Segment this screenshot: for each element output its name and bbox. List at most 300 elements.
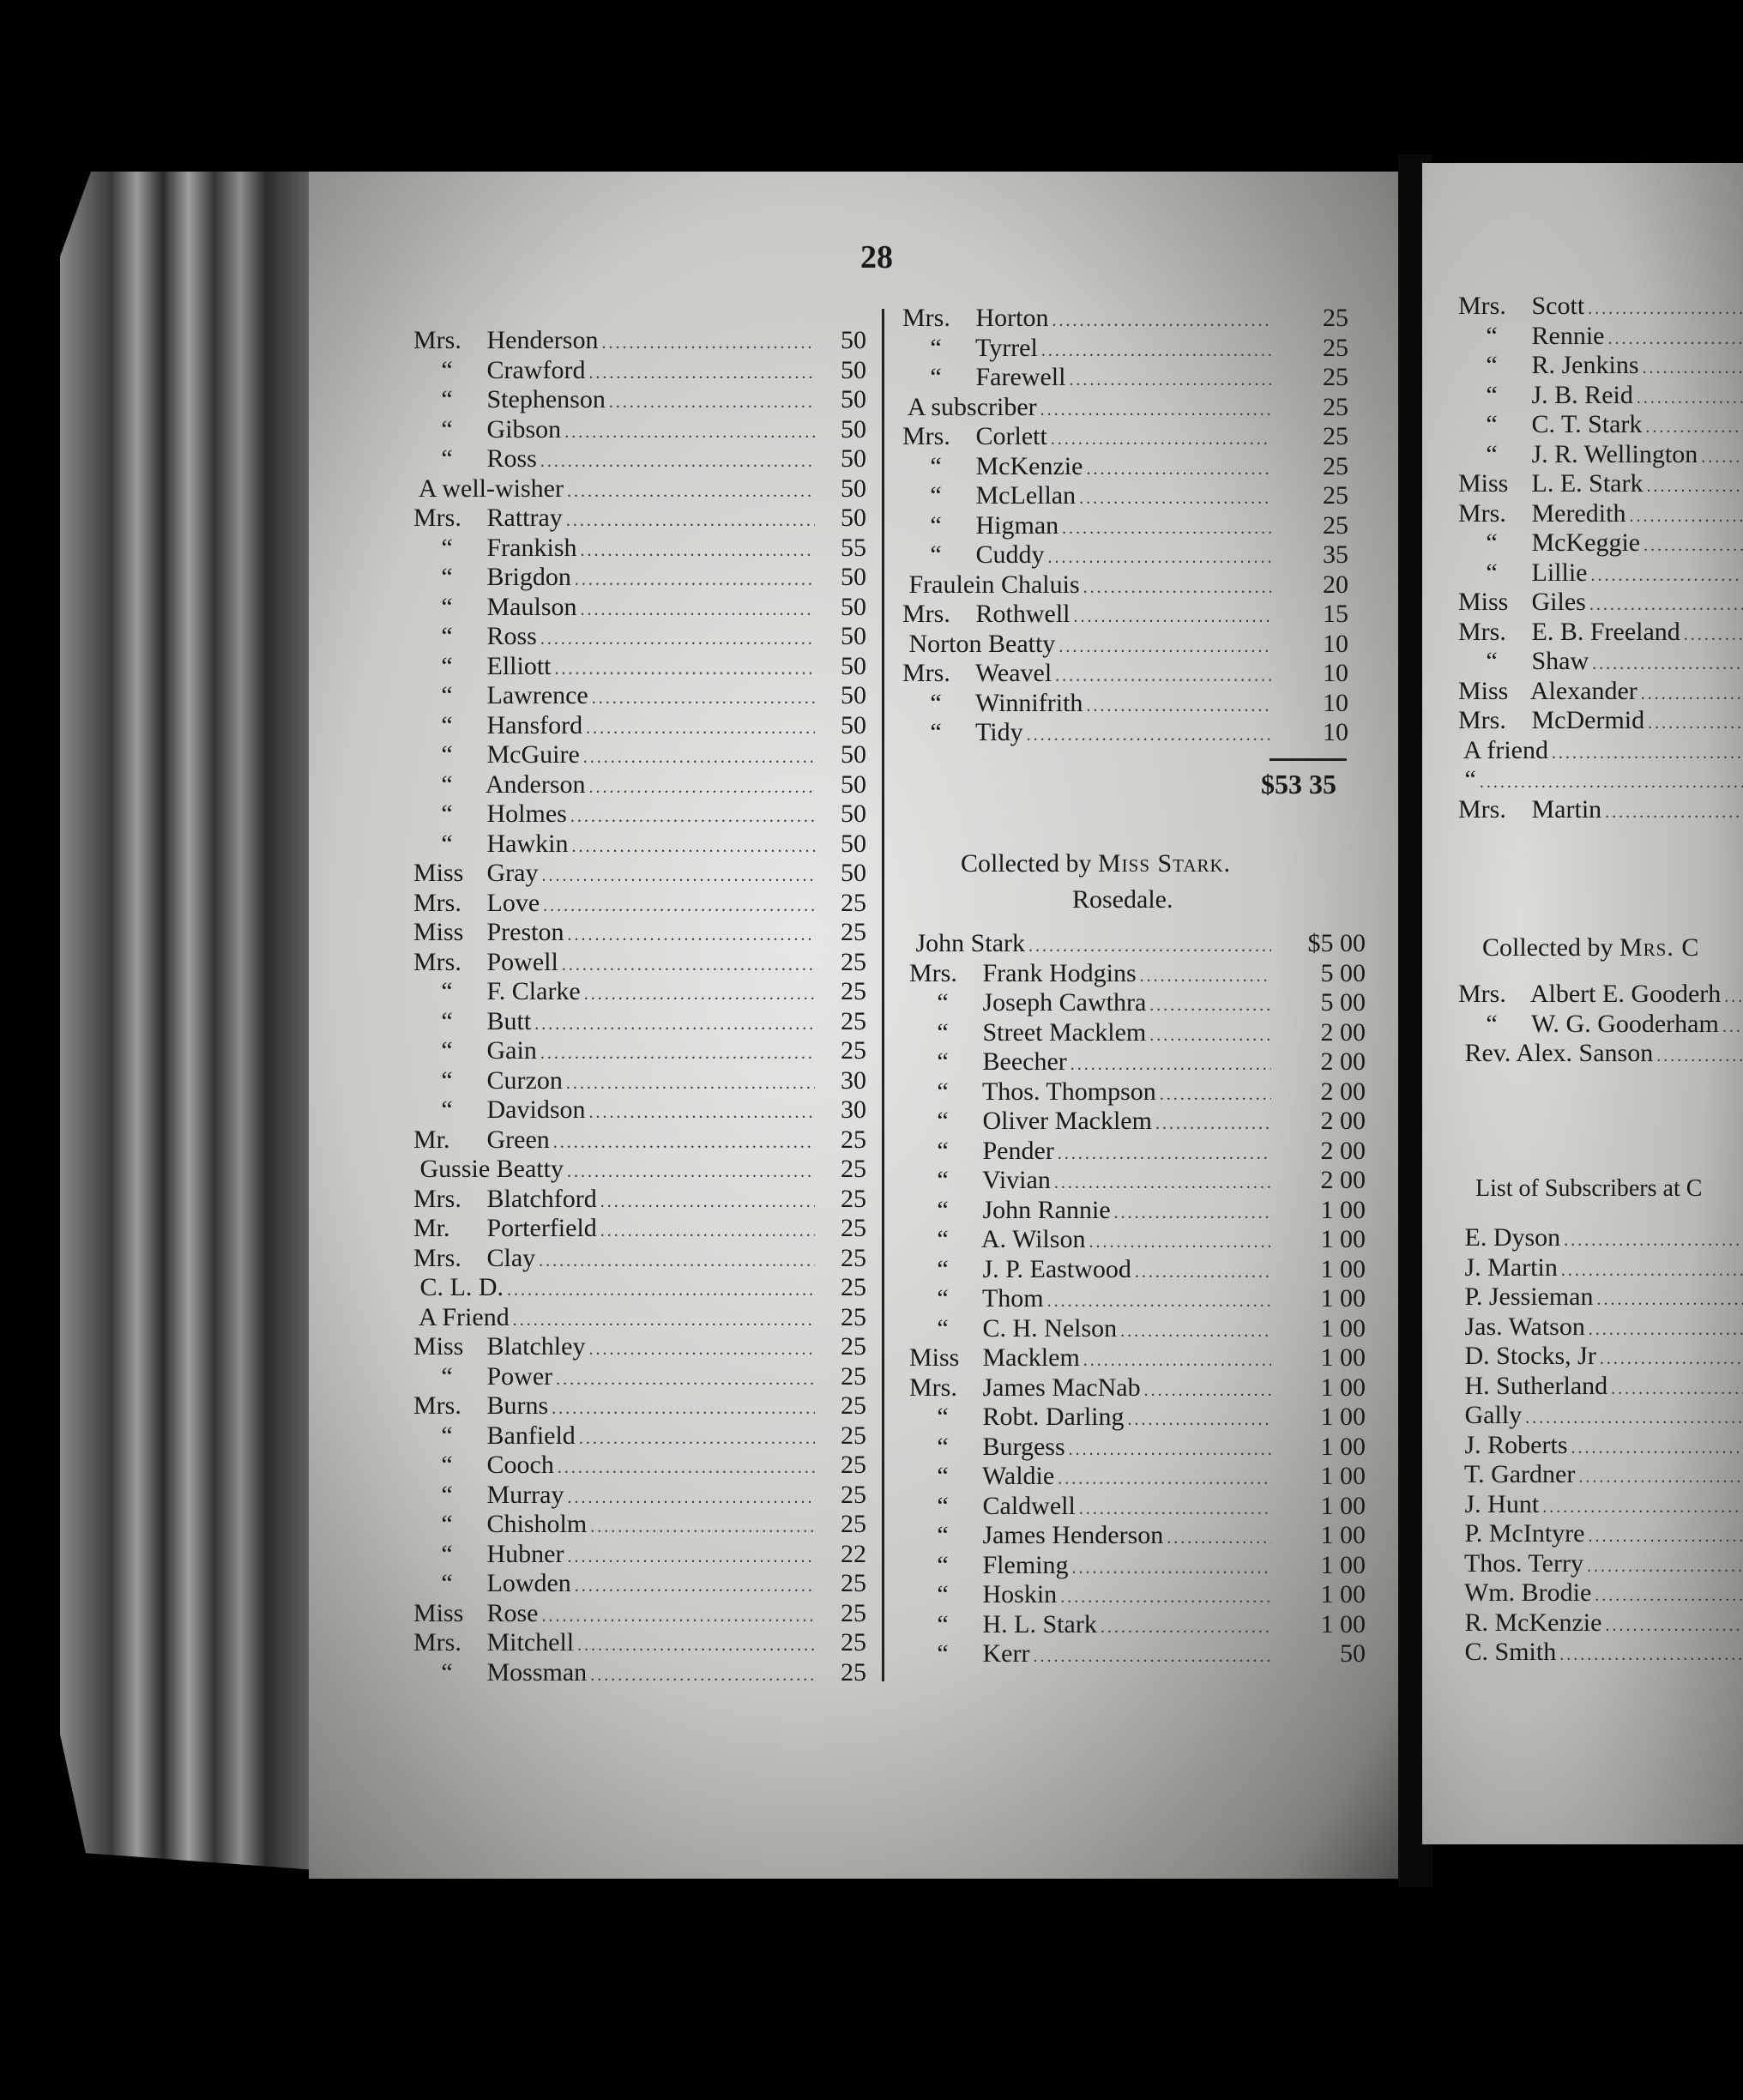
subscriber-name xyxy=(1458,1282,1594,1312)
name-text: Gally xyxy=(1464,1401,1523,1429)
name-text: Beecher xyxy=(982,1047,1067,1076)
name-text: Fleming xyxy=(982,1550,1069,1579)
name-prefix: “ xyxy=(937,1166,949,1194)
subscriber-name xyxy=(413,1569,571,1598)
dot-leader xyxy=(1522,1409,1743,1428)
name-prefix: Mrs. xyxy=(909,1373,957,1402)
list-item xyxy=(1458,528,1743,558)
subscriber-name xyxy=(1458,1253,1558,1282)
subscriber-name xyxy=(909,1047,1067,1077)
amount: 25 xyxy=(841,1451,866,1479)
name-prefix: Miss xyxy=(413,1598,464,1627)
dot-leader xyxy=(1069,1559,1271,1578)
list-item xyxy=(413,1391,866,1421)
subscriber-name xyxy=(1458,1401,1522,1430)
dot-leader xyxy=(586,778,815,798)
subscriber-name xyxy=(909,1403,1125,1432)
dot-leader xyxy=(571,570,815,590)
list-item xyxy=(413,1421,866,1451)
list-item xyxy=(909,1492,1366,1522)
amount: 1 00 xyxy=(1320,1550,1366,1579)
name-text: H. L. Stark xyxy=(982,1609,1097,1638)
amount: 25 xyxy=(841,1628,866,1656)
name-text: Tidy xyxy=(974,718,1023,746)
subscriber-name xyxy=(1458,1578,1591,1608)
dot-leader xyxy=(1065,1440,1271,1460)
amount: 1 00 xyxy=(1320,1432,1366,1461)
amount: 25 xyxy=(841,1036,866,1065)
list-item xyxy=(413,1185,866,1215)
list-item xyxy=(902,718,1348,748)
subscriber-name xyxy=(413,770,586,800)
name-prefix: “ xyxy=(441,1421,453,1450)
name-text: J. Hunt xyxy=(1464,1489,1540,1518)
dot-leader xyxy=(1721,987,1743,1007)
amount: 1 00 xyxy=(1320,1313,1366,1343)
dot-leader xyxy=(1037,401,1271,420)
name-prefix: “ xyxy=(1486,410,1498,438)
name-text: James MacNab xyxy=(982,1373,1141,1402)
subscriber-name xyxy=(413,1451,554,1480)
name-text: Joseph Cawthra xyxy=(982,988,1147,1017)
amount: 25 xyxy=(841,1125,866,1154)
subscriber-name xyxy=(909,1284,1044,1313)
list-item xyxy=(1458,765,1743,795)
list-item xyxy=(413,622,866,652)
dot-leader xyxy=(1137,967,1271,987)
list-item xyxy=(902,452,1348,482)
subscriber-name xyxy=(413,711,582,740)
name-text: John Rannie xyxy=(982,1195,1111,1224)
list-item xyxy=(909,1077,1366,1107)
amount: 25 xyxy=(841,888,866,917)
dot-leader xyxy=(1644,714,1743,733)
list-item xyxy=(1458,647,1743,677)
name-text: Oliver Macklem xyxy=(982,1107,1152,1135)
dot-leader xyxy=(1596,1349,1743,1369)
dot-leader xyxy=(1589,655,1743,674)
name-text: Gibson xyxy=(486,414,562,444)
subscriber-list-column-1 xyxy=(413,326,866,1687)
list-item xyxy=(1458,499,1743,529)
amount: 50 xyxy=(841,504,866,532)
name-text: James Henderson xyxy=(982,1521,1164,1549)
list-item xyxy=(413,1125,866,1156)
dot-leader xyxy=(1146,996,1271,1016)
name-text: Love xyxy=(486,888,540,917)
subscriber-name xyxy=(413,1007,531,1036)
dot-leader xyxy=(1639,359,1743,378)
name-text: A Friend xyxy=(418,1302,510,1331)
name-prefix: “ xyxy=(937,988,949,1017)
amount: 25 xyxy=(841,1510,866,1538)
name-text: Vivian xyxy=(981,1166,1051,1194)
subscriber-name xyxy=(413,1599,539,1628)
subscriber-name xyxy=(1458,677,1637,706)
name-text: Elliott xyxy=(486,651,552,680)
dot-leader xyxy=(1067,1055,1271,1075)
name-prefix: “ xyxy=(937,1077,949,1106)
dot-leader xyxy=(1141,1381,1271,1401)
name-prefix: “ xyxy=(930,363,942,391)
name-text: Henderson xyxy=(486,326,599,354)
name-prefix: Mrs. xyxy=(902,600,950,628)
name-text: Wm. Brodie xyxy=(1463,1578,1592,1607)
list-item xyxy=(909,1343,1366,1373)
dot-leader xyxy=(1586,595,1743,615)
dot-leader xyxy=(1057,1588,1271,1608)
subscriber-name xyxy=(413,622,537,651)
dot-leader xyxy=(563,1074,815,1094)
subscriber-name xyxy=(1458,1638,1556,1667)
name-prefix: “ xyxy=(441,769,453,799)
list-item xyxy=(902,511,1348,541)
subscriber-name xyxy=(909,1521,1163,1550)
amount: 50 xyxy=(841,769,866,799)
subscriber-name xyxy=(1458,469,1643,498)
dot-leader xyxy=(552,1370,815,1390)
name-text: F. Clarke xyxy=(486,977,581,1005)
name-text: Alexander xyxy=(1529,676,1637,705)
subscriber-name xyxy=(1458,1460,1575,1489)
amount: 25 xyxy=(841,1598,866,1627)
list-item xyxy=(1458,381,1743,411)
name-prefix: “ xyxy=(441,710,453,739)
dot-leader xyxy=(558,956,815,975)
dot-leader xyxy=(1117,1322,1271,1342)
list-item xyxy=(1458,1223,1743,1253)
dot-leader xyxy=(580,748,815,768)
list-item xyxy=(902,363,1348,393)
list-item xyxy=(909,1462,1366,1492)
list-item xyxy=(1458,1342,1743,1372)
list-item xyxy=(413,534,866,564)
name-text: Gain xyxy=(486,1036,537,1065)
subscriber-name xyxy=(1458,410,1642,439)
subscriber-name xyxy=(1458,618,1680,647)
amount: 25 xyxy=(1323,481,1348,510)
name-text: Pender xyxy=(982,1136,1054,1165)
amount: 25 xyxy=(841,1214,866,1242)
amount: 25 xyxy=(1323,451,1348,480)
name-text: Hoskin xyxy=(982,1580,1058,1608)
subscriber-name xyxy=(909,1255,1131,1284)
subscriber-name xyxy=(413,326,598,355)
name-prefix: “ xyxy=(441,563,453,591)
list-item xyxy=(413,830,866,860)
name-text: Frank Hodgins xyxy=(982,958,1137,987)
name-text: Weavel xyxy=(974,659,1052,687)
stark-collection-heading xyxy=(961,849,1231,878)
dot-leader xyxy=(1076,1500,1271,1519)
name-prefix: “ xyxy=(937,1284,949,1312)
amount: 1 00 xyxy=(1320,1284,1366,1312)
dot-leader xyxy=(1080,1351,1271,1371)
list-item xyxy=(413,1303,866,1333)
name-text: Anderson xyxy=(485,769,586,799)
name-prefix: “ xyxy=(1486,321,1498,350)
subscriber-name xyxy=(413,681,588,710)
book-page-edges xyxy=(60,172,317,1870)
name-prefix: “ xyxy=(937,1521,949,1549)
name-prefix: “ xyxy=(937,1432,949,1461)
name-prefix: Mrs. xyxy=(1458,794,1506,824)
amount: 1 00 xyxy=(1320,1462,1366,1490)
list-item xyxy=(909,959,1366,989)
name-text: E. Dyson xyxy=(1464,1223,1561,1252)
name-text: C. T. Stark xyxy=(1531,410,1643,438)
list-item xyxy=(413,889,866,919)
dot-leader xyxy=(1038,341,1271,361)
list-item xyxy=(413,444,866,474)
name-text: Rev. Alex. Sanson xyxy=(1464,1039,1654,1067)
name-text: Murray xyxy=(486,1480,564,1509)
name-text: L. E. Stark xyxy=(1531,469,1643,498)
name-text: Lillie xyxy=(1531,558,1588,587)
dot-leader xyxy=(1640,536,1743,556)
name-text: Chisholm xyxy=(486,1510,588,1538)
name-text: McDermid xyxy=(1531,706,1645,734)
total-rule xyxy=(1270,758,1347,761)
list-item xyxy=(413,1036,866,1066)
amount: 50 xyxy=(841,385,866,413)
subscriber-name xyxy=(413,1214,597,1243)
list-item xyxy=(902,393,1348,423)
name-prefix: “ xyxy=(937,1313,949,1343)
dot-leader xyxy=(504,1281,815,1300)
amount: 1 00 xyxy=(1320,1403,1366,1431)
name-prefix: “ xyxy=(937,1017,949,1047)
amount: 50 xyxy=(841,622,866,650)
amount: 10 xyxy=(1323,659,1348,687)
list-item xyxy=(902,659,1348,689)
subscriber-name xyxy=(902,718,1023,747)
list-item xyxy=(1458,1578,1743,1608)
name-prefix: “ xyxy=(1486,439,1498,468)
list-item xyxy=(413,1244,866,1274)
name-prefix: Miss xyxy=(1458,676,1509,705)
subscriber-name xyxy=(1458,795,1601,824)
name-text: C. L. D. xyxy=(419,1273,504,1301)
name-text: Scott xyxy=(1531,292,1585,320)
subscriber-name xyxy=(902,689,1083,718)
name-prefix: Mrs. xyxy=(413,504,461,532)
subscriber-name xyxy=(1458,1608,1601,1638)
dot-leader xyxy=(564,1488,815,1508)
name-text: Street Macklem xyxy=(982,1017,1147,1047)
list-item xyxy=(413,563,866,593)
list-item xyxy=(909,929,1366,959)
name-prefix: “ xyxy=(937,1047,949,1076)
amount: 25 xyxy=(841,977,866,1005)
subscriber-name xyxy=(902,363,1065,392)
dot-leader xyxy=(606,393,815,413)
dot-leader xyxy=(598,334,815,353)
amount: 50 xyxy=(841,592,866,621)
amount: 25 xyxy=(841,1361,866,1391)
subscriber-list-column-2 xyxy=(902,304,1348,748)
page-number: 28 xyxy=(860,239,893,275)
name-text: Lawrence xyxy=(486,681,588,709)
amount: 1 00 xyxy=(1320,1521,1366,1549)
list-item xyxy=(902,570,1348,600)
dot-leader xyxy=(538,866,815,886)
subscriber-name xyxy=(1458,558,1587,588)
subscriber-name xyxy=(909,1196,1111,1225)
amount: 25 xyxy=(841,1421,866,1450)
subscriber-name xyxy=(413,563,571,592)
dot-leader xyxy=(1633,389,1743,408)
dot-leader xyxy=(597,1222,815,1241)
dot-leader xyxy=(552,660,816,679)
subscriber-name xyxy=(909,1462,1054,1491)
dot-leader xyxy=(1051,1174,1271,1193)
name-text: Gray xyxy=(486,859,539,887)
name-prefix: Mr. xyxy=(413,1214,450,1242)
subscriber-name xyxy=(413,1658,587,1687)
dot-leader xyxy=(1146,1026,1271,1046)
dot-leader xyxy=(1029,1647,1271,1667)
list-item xyxy=(413,948,866,978)
subscriber-name xyxy=(909,1373,1141,1403)
subscriber-name xyxy=(413,800,567,829)
name-prefix: Miss xyxy=(413,859,464,887)
dot-leader xyxy=(582,719,815,739)
dot-leader xyxy=(1076,489,1271,509)
name-prefix: Mrs. xyxy=(413,947,461,976)
stark-subscriber-list xyxy=(909,929,1366,1669)
amount: 10 xyxy=(1323,718,1348,746)
list-item xyxy=(1458,1253,1743,1283)
dot-leader xyxy=(1055,637,1271,657)
name-text: Porterfield xyxy=(486,1214,597,1242)
name-text: Holmes xyxy=(486,800,567,828)
subscriber-name xyxy=(1458,1039,1653,1068)
name-prefix: “ xyxy=(930,718,942,746)
name-text: Rennie xyxy=(1531,321,1605,350)
dot-leader xyxy=(587,1666,815,1686)
list-item xyxy=(413,474,866,504)
dot-leader xyxy=(554,1458,815,1478)
name-prefix: “ xyxy=(441,533,453,562)
name-text: C. Smith xyxy=(1464,1638,1557,1666)
name-text: Frankish xyxy=(486,533,577,562)
list-item xyxy=(413,918,866,948)
name-text: Giles xyxy=(1531,588,1586,616)
subscriber-name xyxy=(902,481,1076,510)
list-item xyxy=(909,1107,1366,1137)
name-prefix: “ xyxy=(441,622,453,650)
subscriber-name xyxy=(413,1332,585,1361)
amount: 50 xyxy=(841,800,866,828)
name-text: R. Jenkins xyxy=(1531,351,1639,379)
dot-leader xyxy=(1047,430,1271,450)
name-text: Ross xyxy=(486,622,537,650)
list-item xyxy=(413,800,866,830)
name-text: Hansford xyxy=(486,710,583,739)
list-item xyxy=(909,1551,1366,1581)
dot-leader xyxy=(1642,418,1743,438)
dot-leader xyxy=(539,1607,816,1626)
name-prefix: “ xyxy=(441,444,453,473)
name-text: Davidson xyxy=(486,1095,586,1124)
subscriber-name xyxy=(413,948,558,977)
name-text: Jas. Watson xyxy=(1464,1312,1585,1341)
list-item xyxy=(909,1373,1366,1403)
name-text: P. Jessieman xyxy=(1464,1282,1594,1311)
list-item xyxy=(413,1155,866,1185)
name-text: Ross xyxy=(486,444,537,473)
name-text: Blatchley xyxy=(486,1332,586,1361)
heading-collector: Mrs. C xyxy=(1619,933,1700,962)
subscriber-name xyxy=(413,1421,576,1451)
amount: 35 xyxy=(1323,540,1348,569)
name-text: Curzon xyxy=(486,1065,563,1095)
list-item xyxy=(902,422,1348,452)
subscriber-name xyxy=(909,1077,1156,1107)
name-text: Albert E. Gooderh xyxy=(1529,980,1722,1008)
name-text: Brigdon xyxy=(486,563,571,591)
name-prefix: “ xyxy=(441,592,453,621)
list-item xyxy=(1458,795,1743,825)
subscriber-name xyxy=(902,630,1055,659)
dot-leader xyxy=(1637,685,1743,704)
amount: 1 00 xyxy=(1320,1491,1366,1520)
subscriber-name xyxy=(909,1343,1080,1373)
dot-leader xyxy=(1558,1261,1743,1281)
name-text: McLellan xyxy=(975,481,1077,510)
name-text: McGuire xyxy=(486,740,580,769)
name-prefix: Mrs. xyxy=(1458,292,1506,320)
dot-leader xyxy=(1604,329,1743,349)
name-prefix: Mrs. xyxy=(413,888,461,917)
list-item xyxy=(413,1095,866,1125)
subscriber-name xyxy=(1458,322,1604,351)
amount: 1 00 xyxy=(1320,1195,1366,1224)
name-prefix: “ xyxy=(441,1657,453,1687)
name-text: P. McIntyre xyxy=(1464,1519,1585,1548)
list-item xyxy=(413,1214,866,1244)
subscriber-name xyxy=(413,1036,537,1065)
dot-leader xyxy=(577,541,816,561)
list-item xyxy=(1458,1490,1743,1520)
amount: 50 xyxy=(841,326,866,354)
dot-leader xyxy=(1131,1263,1271,1282)
list-item xyxy=(1458,1312,1743,1343)
amount: 50 xyxy=(841,474,866,503)
name-prefix: “ xyxy=(441,977,453,1005)
subscriber-name xyxy=(413,1125,550,1155)
list-item xyxy=(413,1066,866,1096)
subscriber-name xyxy=(909,1107,1152,1136)
name-prefix: Mrs. xyxy=(413,1184,461,1213)
subscriber-name xyxy=(909,1580,1057,1609)
name-prefix: “ xyxy=(930,688,942,717)
amount: $5 00 xyxy=(1307,929,1366,957)
list-item xyxy=(1458,1519,1743,1549)
list-item xyxy=(1458,1431,1743,1461)
name-text: Shaw xyxy=(1531,647,1589,675)
name-prefix: Mrs. xyxy=(413,1391,461,1420)
subscribers-list-heading: List of Subscribers at C xyxy=(1475,1175,1703,1202)
name-text: Gussie Beatty xyxy=(419,1155,564,1183)
amount: 20 xyxy=(1323,570,1348,599)
dot-leader xyxy=(1587,566,1743,586)
list-item xyxy=(413,385,866,415)
subscriber-name xyxy=(413,1273,504,1302)
amount: 55 xyxy=(841,533,866,562)
name-text: Tyrrel xyxy=(974,333,1038,362)
